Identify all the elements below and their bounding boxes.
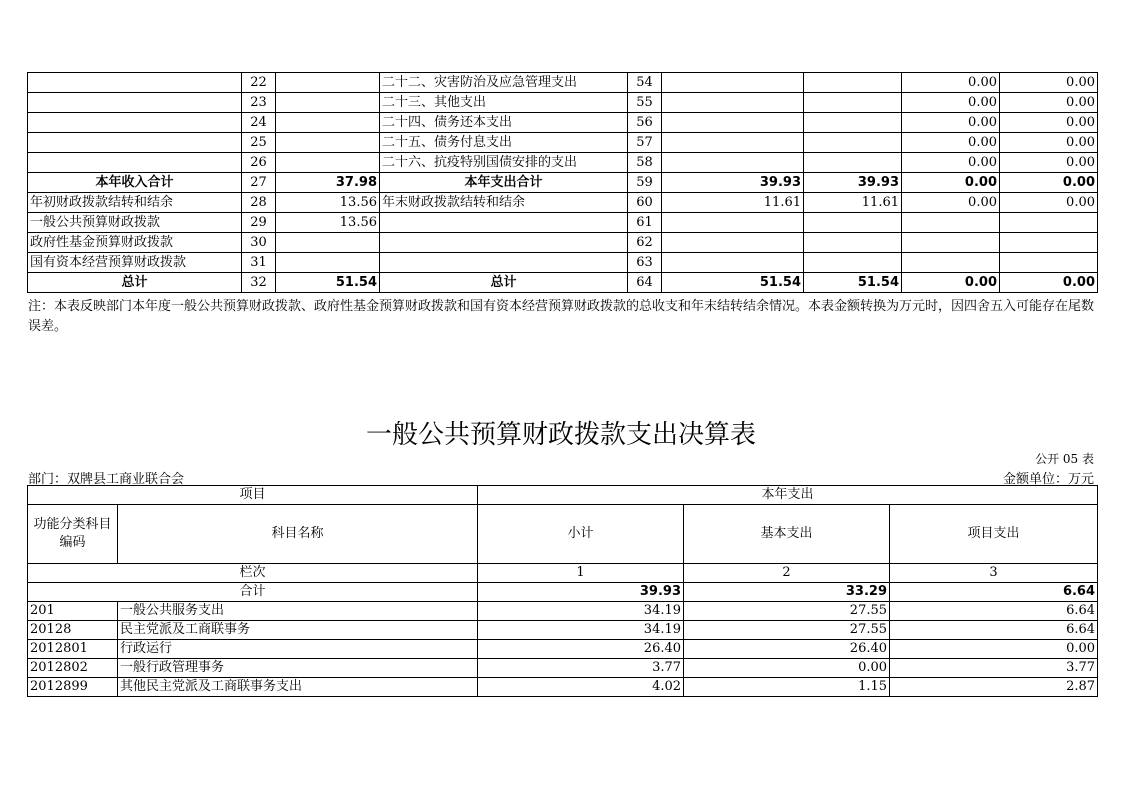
table-row — [28, 73, 1098, 93]
table-cell: 0.00 — [1000, 73, 1098, 93]
unit-label: 金额单位：万元 — [1002, 472, 1094, 487]
table-cell: 国有资本经营预算财政拨款 — [28, 253, 242, 273]
table-cell: 0.00 — [1000, 193, 1098, 213]
table-cell: 29 — [242, 213, 276, 233]
table-cell — [1000, 253, 1098, 273]
table-cell — [28, 153, 242, 173]
table-cell — [28, 93, 242, 113]
table-cell — [804, 73, 902, 93]
table-cell: 13.56 — [276, 213, 380, 233]
table-cell: 23 — [242, 93, 276, 113]
table-cell: 民主党派及工商联事务 — [118, 621, 478, 640]
table-cell: 51.54 — [804, 273, 902, 293]
table-cell: 34.19 — [478, 621, 684, 640]
table-row — [28, 621, 1098, 640]
table-cell — [662, 233, 804, 253]
table-cell: 1.15 — [684, 678, 890, 697]
table-row — [28, 153, 1098, 173]
header-basic: 基本支出 — [684, 505, 890, 564]
table-cell: 二十五、债务付息支出 — [380, 133, 628, 153]
table-row — [28, 93, 1098, 113]
table-cell: 27 — [242, 173, 276, 193]
total-project: 6.64 — [890, 583, 1098, 602]
table-cell: 57 — [628, 133, 662, 153]
income-expense-table — [27, 72, 1098, 293]
table-row — [28, 678, 1098, 697]
table-row — [28, 659, 1098, 678]
table-cell — [662, 213, 804, 233]
table-cell — [380, 213, 628, 233]
table-cell: 0.00 — [890, 640, 1098, 659]
table-cell: 61 — [628, 213, 662, 233]
table-cell — [902, 253, 1000, 273]
table-cell — [804, 93, 902, 113]
table-cell — [804, 113, 902, 133]
table-cell — [276, 93, 380, 113]
table-cell: 2012899 — [28, 678, 118, 697]
header-col3: 3 — [890, 564, 1098, 583]
table-cell: 26.40 — [684, 640, 890, 659]
table-row — [28, 133, 1098, 153]
table-cell: 一般公共服务支出 — [118, 602, 478, 621]
table-cell: 2.87 — [890, 678, 1098, 697]
table-cell: 62 — [628, 233, 662, 253]
table-cell — [276, 133, 380, 153]
table-cell: 27.55 — [684, 602, 890, 621]
header-current-year: 本年支出 — [478, 486, 1098, 505]
table-cell — [380, 233, 628, 253]
table-cell: 3.77 — [890, 659, 1098, 678]
table-cell: 3.77 — [478, 659, 684, 678]
table-cell — [662, 113, 804, 133]
table-cell — [804, 213, 902, 233]
table-cell: 13.56 — [276, 193, 380, 213]
table-cell: 39.93 — [804, 173, 902, 193]
table-cell: 6.64 — [890, 621, 1098, 640]
total-label: 合计 — [28, 583, 478, 602]
table-cell: 64 — [628, 273, 662, 293]
table-cell: 行政运行 — [118, 640, 478, 659]
header-subtotal: 小计 — [478, 505, 684, 564]
table-cell: 26.40 — [478, 640, 684, 659]
total-subtotal: 39.93 — [478, 583, 684, 602]
table-cell: 0.00 — [1000, 153, 1098, 173]
table-cell — [380, 253, 628, 273]
header-column-label: 栏次 — [28, 564, 478, 583]
table-cell: 55 — [628, 93, 662, 113]
table-cell: 32 — [242, 273, 276, 293]
table-cell: 本年收入合计 — [28, 173, 242, 193]
table-cell: 56 — [628, 113, 662, 133]
table-row — [28, 640, 1098, 659]
form-number: 公开 05 表 — [1035, 452, 1094, 466]
header-name: 科目名称 — [118, 505, 478, 564]
table-cell: 54 — [628, 73, 662, 93]
page-title: 一般公共预算财政拨款支出决算表 — [365, 420, 756, 450]
table-cell — [28, 73, 242, 93]
table-cell — [902, 213, 1000, 233]
table-cell: 22 — [242, 73, 276, 93]
header-col2: 2 — [684, 564, 890, 583]
table-cell — [276, 113, 380, 133]
table-cell: 34.19 — [478, 602, 684, 621]
table-cell — [1000, 213, 1098, 233]
table-cell: 26 — [242, 153, 276, 173]
table-cell: 24 — [242, 113, 276, 133]
table-cell — [804, 253, 902, 273]
table-cell: 0.00 — [1000, 173, 1098, 193]
table-cell — [28, 113, 242, 133]
table-cell — [28, 133, 242, 153]
expenditure-table — [27, 485, 1098, 697]
table-cell — [276, 73, 380, 93]
table-cell — [662, 73, 804, 93]
table-cell: 0.00 — [1000, 113, 1098, 133]
header-col1: 1 — [478, 564, 684, 583]
table-cell — [276, 253, 380, 273]
table-cell: 63 — [628, 253, 662, 273]
header-code: 功能分类科目编码 — [28, 505, 118, 564]
table-cell: 二十四、债务还本支出 — [380, 113, 628, 133]
table-cell: 51.54 — [276, 273, 380, 293]
department-label: 部门：双牌县工商业联合会 — [28, 472, 185, 487]
table-cell: 31 — [242, 253, 276, 273]
table-cell: 4.02 — [478, 678, 684, 697]
table-cell — [662, 253, 804, 273]
table-cell — [662, 133, 804, 153]
table-cell: 总计 — [28, 273, 242, 293]
table-cell: 0.00 — [902, 153, 1000, 173]
table-cell: 0.00 — [902, 133, 1000, 153]
table-cell: 201 — [28, 602, 118, 621]
table-cell: 30 — [242, 233, 276, 253]
table-cell: 51.54 — [662, 273, 804, 293]
table-cell — [902, 233, 1000, 253]
total-basic: 33.29 — [684, 583, 890, 602]
table-cell: 0.00 — [902, 193, 1000, 213]
table-cell — [662, 93, 804, 113]
table-cell: 6.64 — [890, 602, 1098, 621]
header-project: 项目支出 — [890, 505, 1098, 564]
table-cell: 一般公共预算财政拨款 — [28, 213, 242, 233]
table-cell: 0.00 — [1000, 133, 1098, 153]
table-cell: 28 — [242, 193, 276, 213]
table-cell: 0.00 — [902, 73, 1000, 93]
table-cell: 25 — [242, 133, 276, 153]
table-row — [28, 233, 1098, 253]
table-row — [28, 273, 1098, 293]
table-row — [28, 113, 1098, 133]
table-cell: 总计 — [380, 273, 628, 293]
table-cell: 年末财政拨款结转和结余 — [380, 193, 628, 213]
table-cell: 37.98 — [276, 173, 380, 193]
table-note: 注：本表反映部门本年度一般公共预算财政拨款、政府性基金预算财政拨款和国有资本经营预算财政拨款的总收支和年末结转结余情况。本表金额转换为万元时，因四舍五入可能存在尾数误差。 — [28, 299, 1095, 334]
table-row — [28, 602, 1098, 621]
table-cell: 0.00 — [1000, 273, 1098, 293]
table-cell: 二十六、抗疫特别国债安排的支出 — [380, 153, 628, 173]
table-cell: 39.93 — [662, 173, 804, 193]
table-cell: 一般行政管理事务 — [118, 659, 478, 678]
table-cell: 60 — [628, 193, 662, 213]
table-cell: 其他民主党派及工商联事务支出 — [118, 678, 478, 697]
table-cell: 27.55 — [684, 621, 890, 640]
table-cell: 0.00 — [902, 173, 1000, 193]
table-row — [28, 173, 1098, 193]
table-cell — [276, 153, 380, 173]
header-item: 项目 — [28, 486, 478, 505]
table-cell — [804, 153, 902, 173]
table-cell: 0.00 — [902, 113, 1000, 133]
table-cell: 0.00 — [1000, 93, 1098, 113]
table-cell: 0.00 — [902, 273, 1000, 293]
table-cell: 59 — [628, 173, 662, 193]
table-cell — [662, 153, 804, 173]
table-cell: 0.00 — [902, 93, 1000, 113]
table-cell: 二十二、灾害防治及应急管理支出 — [380, 73, 628, 93]
table-cell: 政府性基金预算财政拨款 — [28, 233, 242, 253]
table-cell: 11.61 — [804, 193, 902, 213]
table-cell — [804, 233, 902, 253]
table-cell: 58 — [628, 153, 662, 173]
table-cell: 二十三、其他支出 — [380, 93, 628, 113]
table-cell — [276, 233, 380, 253]
table-cell: 2012802 — [28, 659, 118, 678]
table-cell: 2012801 — [28, 640, 118, 659]
table-cell: 本年支出合计 — [380, 173, 628, 193]
table-cell: 年初财政拨款结转和结余 — [28, 193, 242, 213]
table-cell: 11.61 — [662, 193, 804, 213]
table-cell: 0.00 — [684, 659, 890, 678]
table-row — [28, 193, 1098, 213]
table-cell — [1000, 233, 1098, 253]
table-cell — [804, 133, 902, 153]
table-cell: 20128 — [28, 621, 118, 640]
table-row — [28, 253, 1098, 273]
table-row — [28, 213, 1098, 233]
